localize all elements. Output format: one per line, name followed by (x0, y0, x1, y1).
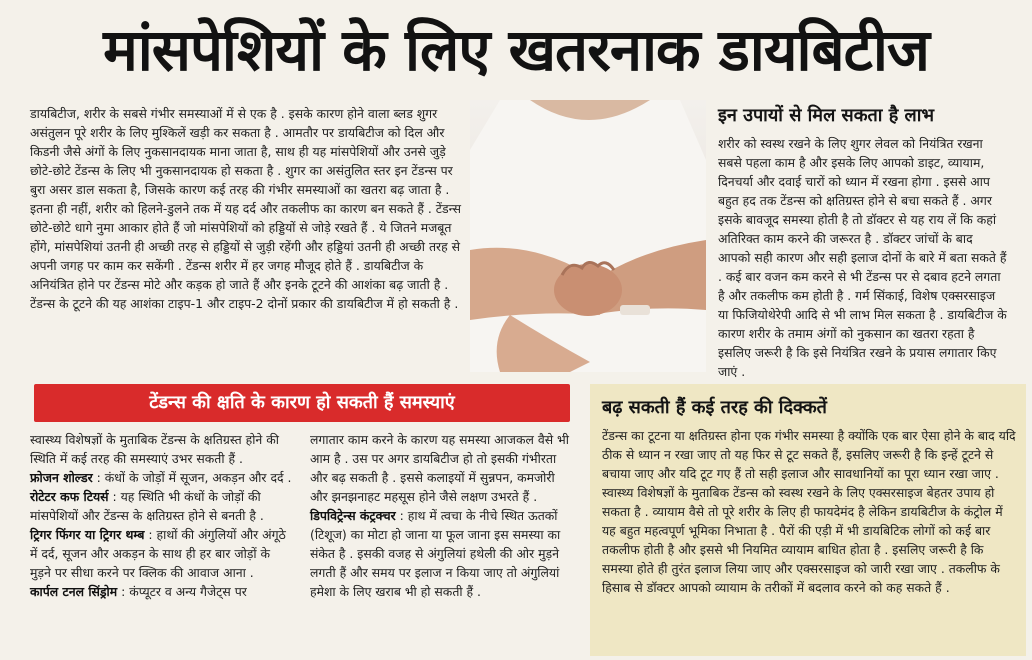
damage-banner: टेंडन्स की क्षति के कारण हो सकती हैं समस्याएं (34, 384, 570, 422)
item-text: : कंप्यूटर व अन्य गैजेट्स पर (117, 584, 247, 599)
item-term: कार्पल टनल सिंड्रोम (30, 584, 118, 599)
remedies-text: शरीर को स्वस्थ रखने के लिए शुगर लेवल को नियंत्रित रखना सबसे पहला काम है और इसके लिए आपको डाइट, व्यायाम, दिनचर्या और दवाई चारों को ध्यान में रखना होगा . इससे आप बहुत हद तक टेंडन्स को क्षतिग्रस्त होने से बचा सकते हैं . अगर इसके बावजूद समस्या होती है तो डॉक्टर से यह राय लें कि कहां अतिरिक्त काम करने की जरूरत है . डॉक्टर जांचों के बाद आपको सही कारण और सही इलाज दोनों के बारे में बता सकते हैं . कई बार वजन कम करने से भी टेंडन्स पर से दबाव हटने लगता है और तकलीफ कम होती है . गर्म सिंकाई, विशेष एक्सरसाइज या फिजियोथेरेपी आदि से भी लाभ मिल सकता है . डायबिटीज के कारण शरीर के तमाम अंगों को नुकसान का खतरा रहता है इसलिए जरूरी है कि इसे नियंत्रित रखने के प्रयास लगातार किए जाएं . (718, 136, 1007, 379)
item-term: ट्रिगर फिंगर या ट्रिगर थम्ब (30, 527, 145, 542)
damage-column-2 (310, 430, 572, 601)
troubles-text: टेंडन्स का टूटना या क्षतिग्रस्त होना एक गंभीर समस्या है क्योंकि एक बार ऐसा होने के बाद यदि ठीक से ध्यान न रखा जाए तो यह फिर से टूट सकते हैं, इसलिए जरूरी है कि इन्हें टूटने से बचाया जाए और यदि टूट गए हैं तो सही इलाज और सावधानियों का पूरा ध्यान रखा जाए . स्वास्थ्य विशेषज्ञों के मुताबिक टेंडन्स को स्वस्थ रखने के लिए एक्सरसाइज बेहतर उपाय हो सकता है . व्यायाम वैसे तो पूरे शरीर के लिए ही फायदेमंद है लेकिन डायबिटीज के कंट्रोल में यह बहुत महत्वपूर्ण भूमिका निभाता है . पैरों की एड़ी में भी डायबिटिक लोगों को कई बार तकलीफ होती है और इससे भी नियमित व्यायाम बाधित होता है . इसलिए जरूरी है कि समस्या होते ही तुरंत इलाज लिया जाए और एक्सरसाइज को जारी रखा जाए . तकलीफ के हिसाब से डॉक्टर आपको व्यायाम के तरीकों में बदलाव करने को कह सकते हैं . (602, 428, 1016, 595)
item-text: : हाथों की अंगुलियों और अंगूठे में दर्द, सूजन और अकड़न के साथ ही हर बार जोड़ों के मुड़ने पर सीधा करने पर क्लिक की आवाज आना . (30, 527, 286, 580)
damage-item (30, 525, 294, 582)
damage-intro: स्वास्थ्य विशेषज्ञों के मुताबिक टेंडन्स के क्षतिग्रस्त होने की स्थिति में कई तरह की समस्याएं उभर सकती हैं . (30, 432, 279, 466)
headline: मांसपेशियों के लिए खतरनाक डायबिटीज (103, 16, 929, 84)
damage-item (310, 506, 572, 601)
troubles-section (602, 396, 1016, 597)
damage-item (30, 487, 294, 525)
intro-text: डायबिटीज, शरीर के सबसे गंभीर समस्याओं में से एक है . इसके कारण होने वाला ब्लड शुगर असंतुलन पूरे शरीर के लिए मुश्किलें खड़ी कर सकता है . आमतौर पर डायबिटीज को दिल और किडनी जैसे अंगों के लिए नुकसानदायक माना जाता है, साथ ही यह मांसपेशियों और उनसे जुड़े छोटे-छोटे टेंडन्स के लिए भी नुकसानदायक हो सकता है . शुगर का असंतुलित स्तर इन टेंडन्स पर बुरा असर डाल सकता है, जिसके कारण कई तरह की गंभीर समस्याओं का खतरा बढ़ जाता है . इतना ही नहीं, शरीर को हिलने-डुलने तक में यह दर्द और तकलीफ का कारण बन सकते हैं . टेंडन्स छोटे-छोटे धागे नुमा आकार होते हैं जो मांसपेशियों को हड्डियों से जोड़े रखते हैं . ये जितने मजबूत होंगे, मांसपेशियां उतनी ही अच्छी तरह से हड्डियों से जुड़ी रहेंगी और हड्डियां उतनी ही अच्छी तरह से अपनी जगह पर काम कर सकेंगी . टेंडन्स शरीर में हर जगह मौजूद होते हैं . डायबिटीज के अनियंत्रित होने पर टेंडन्स मोटे और कड़क हो जाते हैं और इनके टूटने की आशंका बढ़ जाती है . टेंडन्स के टूटने की यह आशंका टाइप-1 और टाइप-2 दोनों प्रकार की डायबिटीज में हो सकती है . (30, 106, 461, 311)
item-term: रोटेटर कफ टियर्स (30, 489, 109, 504)
remedies-title: इन उपायों से मिल सकता है लाभ (718, 105, 935, 126)
troubles-box (590, 384, 1026, 656)
intro-column (30, 104, 462, 313)
damage-item (30, 582, 294, 601)
wrist-pain-photo (470, 100, 706, 372)
damage-column-1 (30, 430, 294, 601)
item-term: डिपविट्रेन्स कंट्रक्चर (310, 508, 396, 523)
item-text: : हाथ में त्वचा के नीचे स्थित ऊतकों (टिशूज) का मोटा हो जाना या फूल जाना इस समस्या का संकेत है . इसकी वजह से अंगुलियां हथेली की ओर मुड़ने लगती हैं और समय पर इलाज न किया जाए तो अंगुलियां हमेशा के लिए खराब भी हो सकती हैं . (310, 508, 561, 599)
item-text: : कंधों के जोड़ों में सूजन, अकड़न और दर्द . (92, 470, 292, 485)
remedies-section (718, 104, 1008, 381)
item-text: : यह स्थिति भी कंधों के जोड़ों की मांसपेशियों और टेंडन्स के क्षतिग्रस्त होने से बनती है . (30, 489, 264, 523)
item-term: फ्रोजन शोल्डर (30, 470, 93, 485)
hands-illustration (470, 100, 706, 372)
troubles-title: बढ़ सकती हैं कई तरह की दिक्कतें (602, 397, 827, 418)
damage-item (30, 468, 294, 487)
damage-continued: लगातार काम करने के कारण यह समस्या आजकल वैसे भी आम है . उस पर अगर डायबिटीज हो तो इसकी गंभीरता और बढ़ सकती है . इससे कलाइयों में सुन्नपन, कमजोरी और झनझनाहट महसूस होने जैसे लक्षण उभरते हैं . (310, 432, 569, 504)
